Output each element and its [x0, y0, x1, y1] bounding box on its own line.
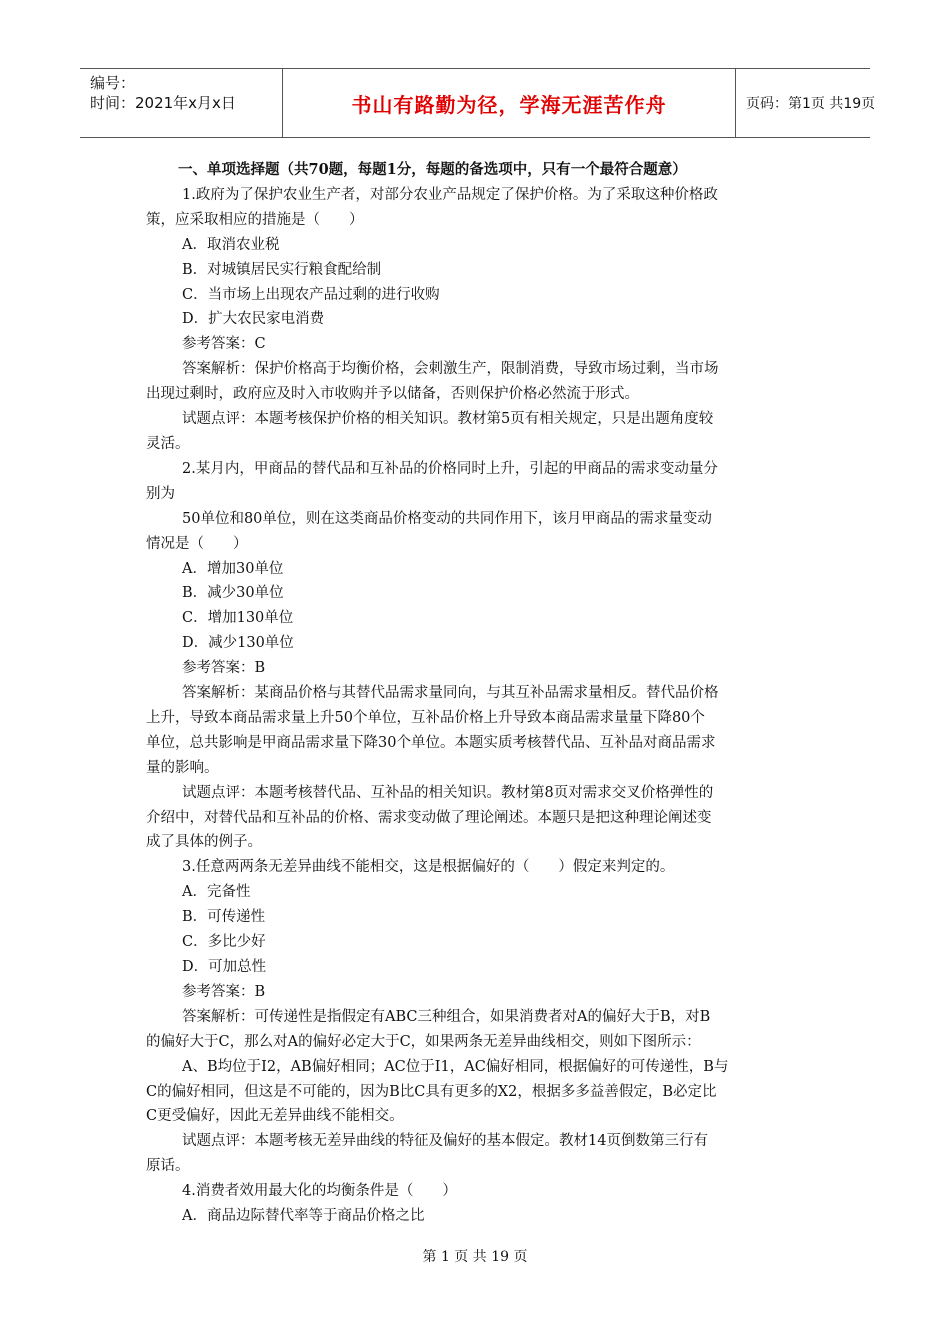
- text-line: 别为: [146, 485, 175, 502]
- text-line: 单位，总共影响是甲商品需求量下降30个单位。本题实质考核替代品、互补品对商品需求: [146, 734, 716, 751]
- document-date: 时间：2021年x月x日: [90, 94, 236, 112]
- text-line: C更受偏好，因此无差异曲线不能相交。: [146, 1108, 404, 1125]
- option-line: C．当市场上出现农产品过剩的进行收购: [182, 286, 440, 303]
- text-line: 3.任意两两条无差异曲线不能相交，这是根据偏好的（ ）假定来判定的。: [182, 859, 675, 876]
- text-line: 情况是（ ）: [146, 535, 248, 552]
- header-motto-cell: [282, 69, 736, 137]
- text-line: 试题点评：本题考核保护价格的相关知识。教材第5页有相关规定，只是出题角度较: [182, 411, 714, 428]
- page-header: [80, 68, 876, 138]
- text-line: 答案解析：保护价格高于均衡价格，会刺激生产，限制消费，导致市场过剩，当市场: [182, 361, 719, 378]
- text-line: 2.某月内，甲商品的替代品和互补品的价格同时上升，引起的甲商品的需求变动量分: [182, 460, 718, 477]
- text-line: 原话。: [146, 1158, 190, 1175]
- option-line: A．增加30单位: [182, 560, 284, 577]
- option-line: D．扩大农民家电消费: [182, 311, 325, 328]
- option-line: 参考答案：B: [182, 983, 266, 1000]
- text-line: 4.消费者效用最大化的均衡条件是（ ）: [182, 1183, 457, 1200]
- option-line: D．可加总性: [182, 959, 267, 975]
- option-line: B．可传递性: [182, 909, 266, 926]
- text-line: 的偏好大于C，那么对A的偏好必定大于C，如果两条无差异曲线相交，则如下图所示：: [146, 1033, 701, 1050]
- option-line: A．商品边际替代率等于商品价格之比: [182, 1208, 425, 1225]
- text-line: 灵活。: [146, 435, 190, 452]
- text-line: 介绍中，对替代品和互补品的价格、需求变动做了理论阐述。本题只是把这种理论阐述变: [146, 809, 712, 826]
- section-heading: 一、单项选择题（共70题，每题1分，每题的备选项中，只有一个最符合题意）: [178, 161, 687, 178]
- option-line: A．完备性: [182, 884, 251, 901]
- option-line: A．取消农业税: [182, 236, 280, 253]
- text-line: C的偏好相同，但这是不可能的，因为B比C具有更多的X2，根据多多益善假定，B必定比: [146, 1083, 717, 1100]
- text-line: 试题点评：本题考核无差异曲线的特征及偏好的基本假定。教材14页倒数第三行有: [182, 1133, 708, 1150]
- text-line: 答案解析：可传递性是指假定有ABC三种组合，如果消费者对A的偏好大于B，对B: [182, 1008, 711, 1025]
- text-line: 答案解析：某商品价格与其替代品需求量同向，与其互补品需求量相反。替代品价格: [182, 685, 719, 702]
- text-line: 50单位和80单位，则在这类商品价格变动的共同作用下，该月甲商品的需求量变动: [182, 510, 712, 527]
- header-page-info: 页码：第1页 共19页: [746, 96, 876, 112]
- option-line: B．对城镇居民实行粮食配给制: [182, 261, 382, 278]
- option-line: D．减少130单位: [182, 635, 294, 652]
- text-line: 成了具体的例子。: [146, 834, 262, 851]
- option-line: 参考答案：B: [182, 660, 266, 677]
- text-line: 策，应采取相应的措施是（ ）: [146, 211, 364, 228]
- document-number-label: 编号：: [90, 74, 136, 92]
- option-line: 参考答案：C: [182, 336, 266, 353]
- option-line: C．多比少好: [182, 934, 266, 951]
- header-motto: 书山有路勤为径，学海无涯苦作舟: [351, 92, 667, 117]
- option-line: C．增加130单位: [182, 610, 294, 627]
- page-footer: 第 1 页 共 19 页: [422, 1249, 528, 1265]
- text-line: A、B均位于I2，AB偏好相同；AC位于I1，AC偏好相同，根据偏好的可传递性，B与: [182, 1058, 729, 1075]
- text-line: 量的影响。: [146, 759, 219, 776]
- option-line: B．减少30单位: [182, 585, 284, 602]
- text-line: 上升，导致本商品需求量上升50个单位，互补品价格上升导致本商品需求量量下降80个: [146, 709, 705, 726]
- text-line: 试题点评：本题考核替代品、互补品的相关知识。教材第8页对需求交叉价格弹性的: [182, 784, 714, 801]
- text-line: 出现过剩时，政府应及时入市收购并予以储备，否则保护价格必然流于形式。: [146, 386, 639, 403]
- document-body: [146, 158, 806, 1229]
- text-line: 1.政府为了保护农业生产者，对部分农业产品规定了保护价格。为了采取这种价格政: [182, 186, 718, 203]
- header-left-cell: [80, 69, 282, 137]
